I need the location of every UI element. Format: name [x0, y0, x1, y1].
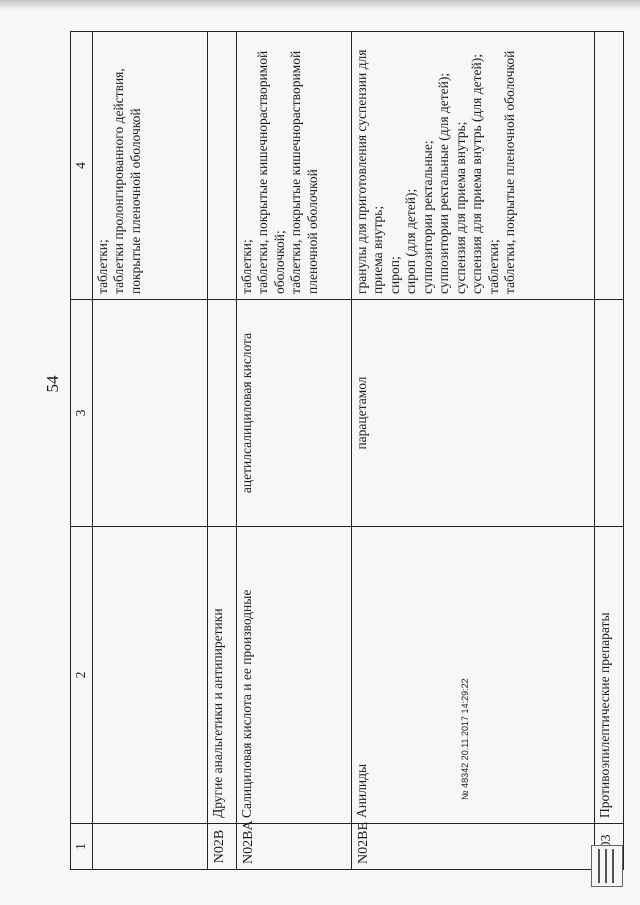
dosage-form: суппозитории ректальные (для детей);: [436, 72, 451, 294]
header-col-4: 4: [71, 32, 93, 300]
dosage-form: таблетки;: [94, 239, 110, 294]
dosage-form: таблетки;: [485, 239, 501, 294]
dosage-form: таблетки;: [238, 239, 254, 294]
dosage-form: суспензия для приема внутрь (для детей);: [469, 54, 484, 294]
dosage-form: суппозитории ректальные;: [419, 140, 435, 294]
registration-stamp-icon: [591, 845, 623, 887]
atc-code-cell: [92, 824, 207, 870]
dosage-form: таблетки, покрытые кишечнорастворимой пленочной оболочкой: [288, 50, 320, 294]
dosage-form: гранулы для приготовления суспензии для приема внутрь;: [353, 49, 385, 294]
group-cell: Другие анальгетики и антипиретики: [207, 527, 236, 824]
table-row: [594, 32, 623, 870]
table-row: [351, 32, 594, 870]
dosage-forms-cell: [92, 32, 207, 300]
dosage-form: сироп;: [386, 256, 402, 294]
medicines-table: [70, 31, 624, 870]
table-row: [92, 32, 207, 870]
group-cell: Салициловая кислота и ее производные: [236, 527, 351, 824]
dosage-form: таблетки пролонгированного действия, покрытые пленочной оболочкой: [111, 68, 143, 294]
dosage-forms-cell: [594, 32, 623, 300]
dosage-forms-cell: [207, 32, 236, 300]
rotated-table-frame: [70, 32, 612, 870]
scan-edge-shadow: [0, 0, 640, 10]
header-col-3: 3: [71, 300, 93, 527]
table-row: [236, 32, 351, 870]
dosage-form: таблетки, покрытые пленочной оболочкой: [502, 50, 517, 294]
dosage-form: сироп (для детей);: [403, 188, 418, 294]
table-wrapper: [70, 32, 612, 870]
atc-code-cell: N02BA: [236, 824, 351, 870]
dosage-forms-cell: [351, 32, 594, 300]
substance-cell: парацетамол: [351, 300, 594, 527]
substance-cell: [92, 300, 207, 527]
substance-cell: ацетилсалициловая кислота: [236, 300, 351, 527]
atc-code-cell: N02BE: [351, 824, 594, 870]
table-header-row: [71, 32, 93, 870]
dosage-forms-cell: [236, 32, 351, 300]
header-col-1: 1: [71, 824, 93, 870]
group-cell: [92, 527, 207, 824]
dosage-form: суспензия для приема внутрь;: [452, 121, 468, 294]
group-cell: Анилиды: [351, 527, 594, 824]
page-number: 54: [43, 375, 62, 393]
document-id: № 48342 20.11.2017 14:29:22: [460, 678, 470, 800]
atc-code-cell: N02B: [207, 824, 236, 870]
substance-cell: [594, 300, 623, 527]
group-cell: Противоэпилептические препараты: [594, 527, 623, 824]
dosage-form: таблетки, покрытые кишечнорастворимой оболочкой;: [255, 50, 287, 294]
table-row: [207, 32, 236, 870]
substance-cell: [207, 300, 236, 527]
header-col-2: 2: [71, 527, 93, 824]
